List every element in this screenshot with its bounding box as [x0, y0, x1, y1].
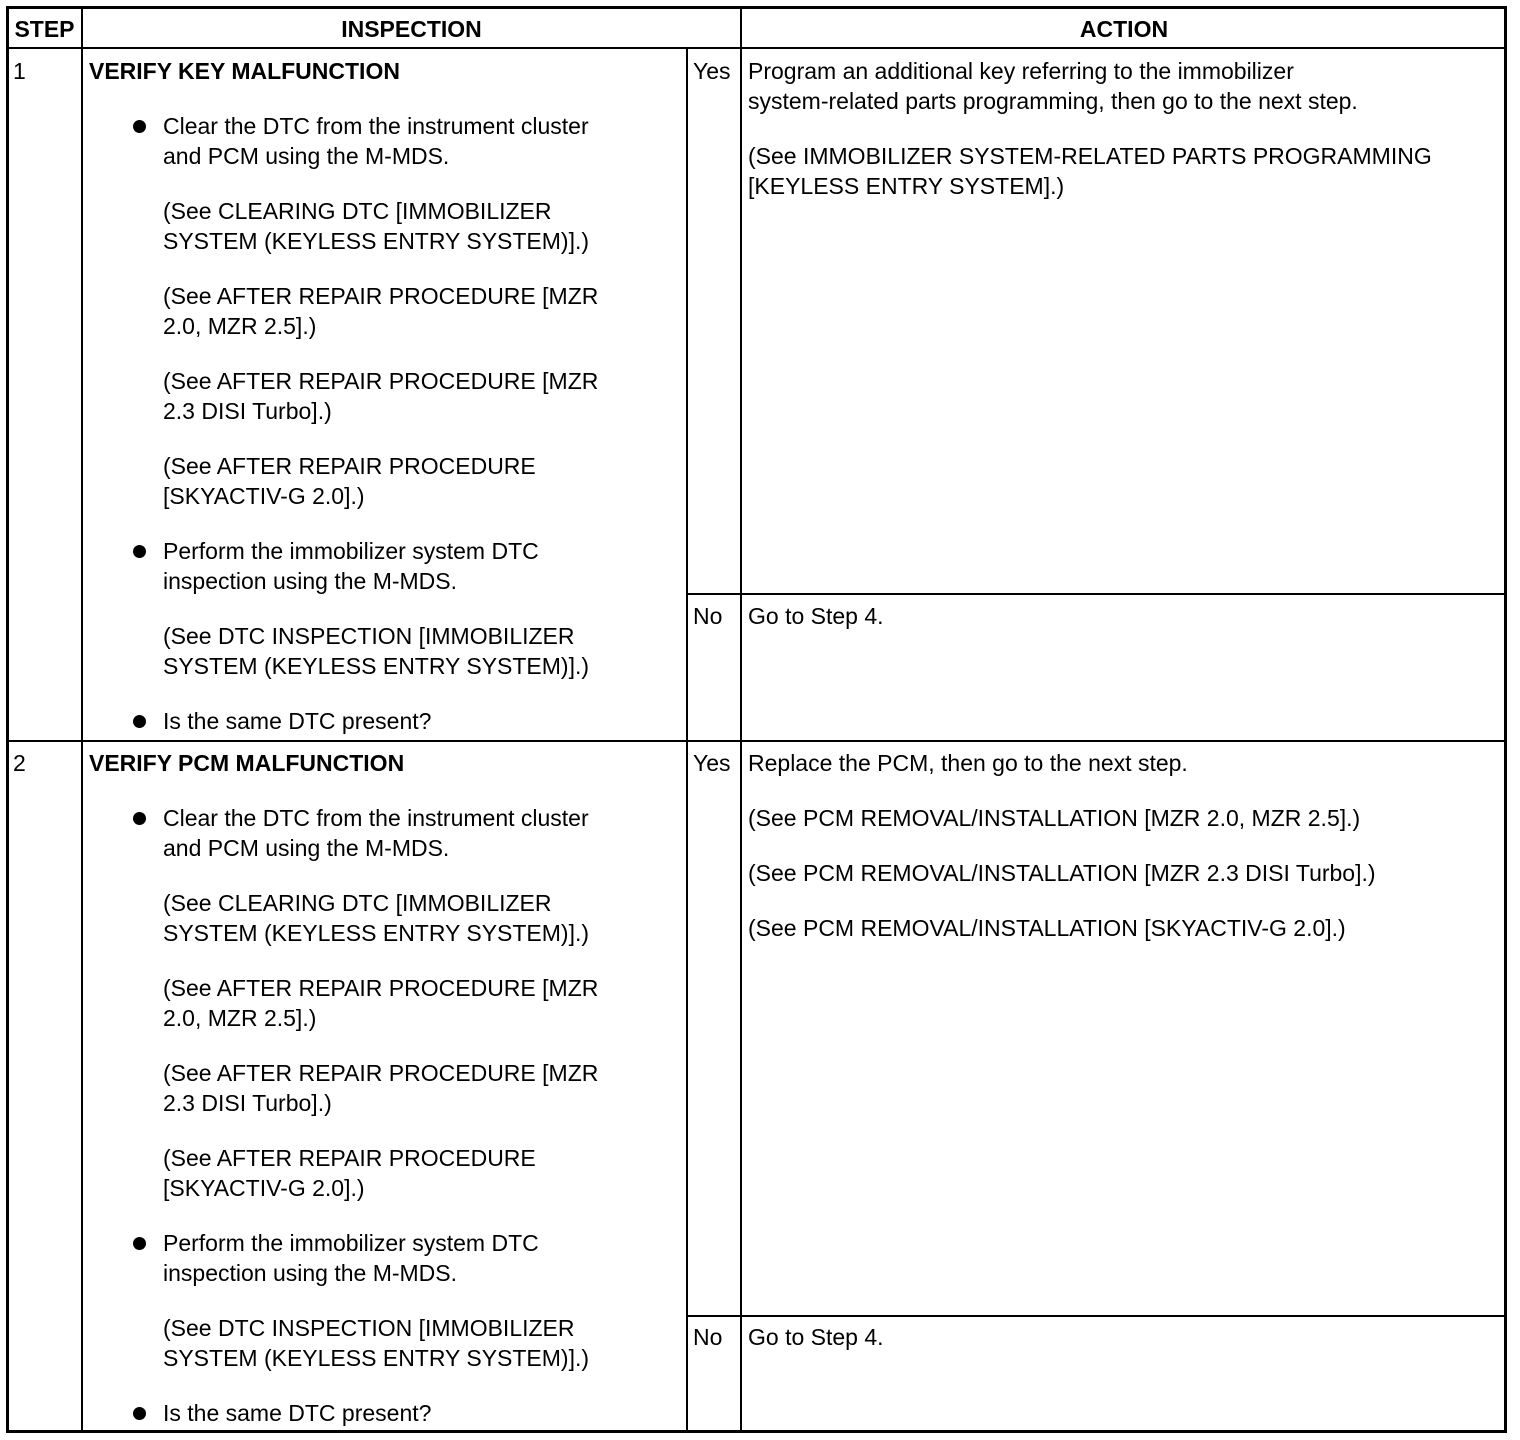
row2-bullet-icon: [133, 812, 146, 825]
row1-bullet-text: Perform the immobilizer system DTC: [163, 538, 539, 564]
row2-reference-text: (See CLEARING DTC [IMMOBILIZER: [163, 890, 552, 916]
row2-yes-action-reference: (See PCM REMOVAL/INSTALLATION [SKYACTIV-G 2.0].): [748, 915, 1346, 941]
row1-reference-text: (See AFTER REPAIR PROCEDURE [MZR: [163, 368, 599, 394]
row1-reference-text: SYSTEM (KEYLESS ENTRY SYSTEM)].): [163, 653, 590, 679]
row1-inspection-title: VERIFY KEY MALFUNCTION: [89, 58, 400, 84]
row1-bullet-icon: [133, 715, 146, 728]
row2-reference-text: (See AFTER REPAIR PROCEDURE: [163, 1145, 536, 1171]
row1-no-label: No: [693, 603, 723, 629]
row2-bullet-icon: [133, 1237, 146, 1250]
header-bottom-rule: [8, 47, 1506, 49]
row-divider: [8, 740, 1506, 742]
row1-bullet-icon: [133, 120, 146, 133]
row2-bullet-text: Perform the immobilizer system DTC: [163, 1230, 539, 1256]
row1-yes-action-reference: [KEYLESS ENTRY SYSTEM].): [748, 173, 1065, 199]
header-step: STEP: [14, 16, 75, 42]
row1-reference-text: (See CLEARING DTC [IMMOBILIZER: [163, 198, 552, 224]
column-divider-action: [740, 8, 742, 1432]
row2-reference-text: [SKYACTIV-G 2.0].): [163, 1175, 365, 1201]
row1-reference-text: (See AFTER REPAIR PROCEDURE: [163, 453, 536, 479]
row2-bullet-text: and PCM using the M-MDS.: [163, 835, 450, 861]
row2-reference-text: SYSTEM (KEYLESS ENTRY SYSTEM)].): [163, 1345, 590, 1371]
row2-reference-text: (See AFTER REPAIR PROCEDURE [MZR: [163, 975, 599, 1001]
row2-bullet-text: Clear the DTC from the instrument cluster: [163, 805, 589, 831]
row1-question-text: Is the same DTC present?: [163, 708, 432, 734]
header-action: ACTION: [1079, 16, 1169, 42]
row2-reference-text: 2.0, MZR 2.5].): [163, 1005, 317, 1031]
column-divider-step: [81, 8, 83, 1432]
row2-yes-action-text: Replace the PCM, then go to the next step.: [748, 750, 1188, 776]
row1-step-number: 1: [13, 58, 26, 84]
row1-bullet-text: and PCM using the M-MDS.: [163, 143, 450, 169]
row1-no-action-text: Go to Step 4.: [748, 603, 884, 629]
row2-reference-text: 2.3 DISI Turbo].): [163, 1090, 332, 1116]
row1-bullet-text: inspection using the M-MDS.: [163, 568, 458, 594]
row1-reference-text: 2.3 DISI Turbo].): [163, 398, 332, 424]
row2-step-number: 2: [13, 750, 26, 776]
row2-no-label: No: [693, 1324, 723, 1350]
row1-reference-text: [SKYACTIV-G 2.0].): [163, 483, 365, 509]
row2-yes-no-divider: [687, 1315, 1506, 1317]
row1-reference-text: (See AFTER REPAIR PROCEDURE [MZR: [163, 283, 599, 309]
row1-bullet-icon: [133, 545, 146, 558]
row1-yes-action-reference: (See IMMOBILIZER SYSTEM-RELATED PARTS PROGRAMMING: [748, 143, 1432, 169]
row2-yes-label: Yes: [693, 750, 731, 776]
row2-bullet-text: inspection using the M-MDS.: [163, 1260, 458, 1286]
row2-reference-text: (See DTC INSPECTION [IMMOBILIZER: [163, 1315, 575, 1341]
row1-yes-no-divider: [687, 593, 1506, 595]
row1-bullet-text: Clear the DTC from the instrument cluster: [163, 113, 589, 139]
row1-yes-action-text: system-related parts programming, then go to the next step.: [748, 88, 1358, 114]
row2-inspection-title: VERIFY PCM MALFUNCTION: [89, 750, 405, 776]
row1-reference-text: (See DTC INSPECTION [IMMOBILIZER: [163, 623, 575, 649]
row1-reference-text: SYSTEM (KEYLESS ENTRY SYSTEM)].): [163, 228, 590, 254]
row2-yes-action-reference: (See PCM REMOVAL/INSTALLATION [MZR 2.3 DISI Turbo].): [748, 860, 1376, 886]
row2-question-text: Is the same DTC present?: [163, 1400, 432, 1426]
row2-no-action-text: Go to Step 4.: [748, 1324, 884, 1350]
header-inspection: INSPECTION: [341, 16, 482, 42]
row1-reference-text: 2.0, MZR 2.5].): [163, 313, 317, 339]
row1-yes-label: Yes: [693, 58, 731, 84]
row2-reference-text: SYSTEM (KEYLESS ENTRY SYSTEM)].): [163, 920, 590, 946]
row2-reference-text: (See AFTER REPAIR PROCEDURE [MZR: [163, 1060, 599, 1086]
row2-bullet-icon: [133, 1407, 146, 1420]
row1-yes-action-text: Program an additional key referring to the immobilizer: [748, 58, 1294, 84]
row2-yes-action-reference: (See PCM REMOVAL/INSTALLATION [MZR 2.0, MZR 2.5].): [748, 805, 1361, 831]
